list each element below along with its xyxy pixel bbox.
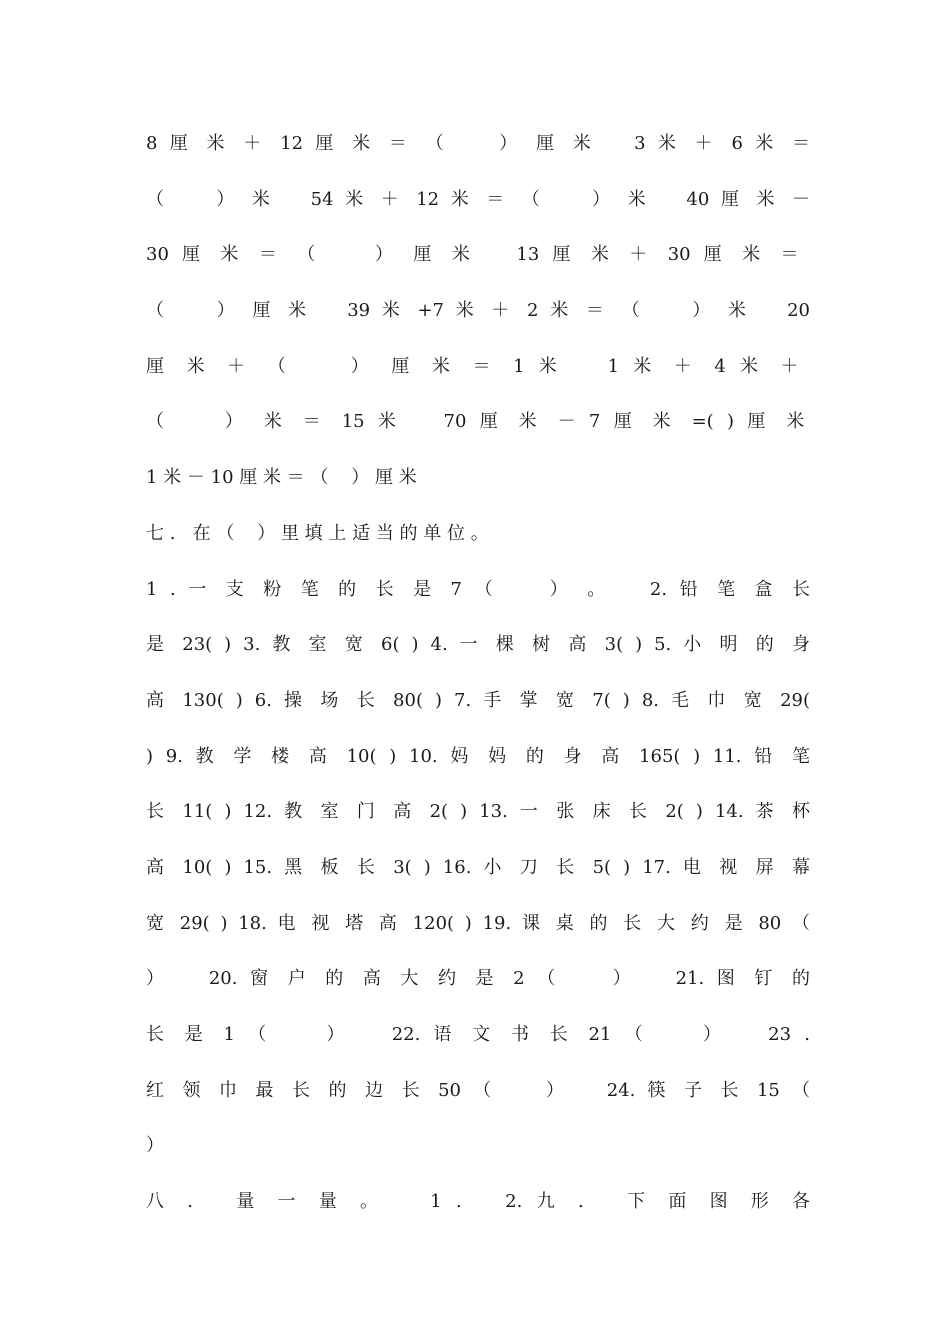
text-line: 长 是 1 （ ） 22. 语 文 书 长 21 （ ） 23 .: [146, 1024, 810, 1045]
text-line: ） 20. 窗 户 的 高 大 约 是 2 （ ） 21. 图 钉 的: [146, 968, 810, 990]
text-line: 红 领 巾 最 长 的 边 长 50 （ ） 24. 筷 子 长 15 （: [146, 1079, 810, 1101]
text-line: 高 10( ) 15. 黑 板 长 3( ) 16. 小 刀 长 5( ) 17. 电 视 屏 幕: [146, 856, 810, 878]
worksheet-text: [146, 122, 810, 1236]
text-line: 30 厘 米 ＝ （ ） 厘 米 13 厘 米 ＋ 30 厘 米 ＝: [146, 244, 810, 266]
text-line: 是 23( ) 3. 教 室 宽 6( ) 4. 一 棵 树 高 3( ) 5. 小 明 的 身: [146, 634, 810, 656]
text-line: 1 . 一 支 粉 笔 的 长 是 7 （ ） 。 2. 铅 笔 盒 长: [146, 578, 810, 600]
text-line: 厘 米 ＋ （ ） 厘 米 ＝ 1 米 1 米 ＋ 4 米 ＋: [146, 355, 810, 377]
text-line: 宽 29( ) 18. 电 视 塔 高 120( ) 19. 课 桌 的 长 大 约 是 80 （: [146, 912, 810, 934]
section-heading-7: 七 . 在 （ ） 里 填 上 适 当 的 单 位 。: [146, 522, 489, 544]
text-line: 高 130( ) 6. 操 场 长 80( ) 7. 手 掌 宽 7( ) 8. 毛 巾 宽 29(: [146, 689, 810, 711]
text-line: ) 9. 教 学 楼 高 10( ) 10. 妈 妈 的 身 高 165( ) 11. 铅 笔: [146, 745, 810, 767]
section-heading-8: 八 . 量 一 量 。 1 . 2. 九 . 下 面 图 形 各: [146, 1191, 810, 1213]
text-line: （ ） 厘 米 39 米 +7 米 ＋ 2 米 ＝ （ ） 米 20: [146, 300, 810, 322]
text-line: （ ） 米 ＝ 15 米 70 厘 米 － 7 厘 米 =( ) 厘 米: [146, 411, 810, 433]
text-line: （ ） 米 54 米 ＋ 12 米 ＝ （ ） 米 40 厘 米 －: [146, 188, 810, 210]
text-line: 8 厘 米 ＋ 12 厘 米 ＝ （ ） 厘 米 3 米 ＋ 6 米 ＝: [146, 133, 810, 154]
text-line: 长 11( ) 12. 教 室 门 高 2( ) 13. 一 张 床 长 2( ) 14. 茶 杯: [146, 801, 810, 823]
text-line: 1 米 － 10 厘 米 ＝ （ ） 厘 米: [146, 467, 417, 489]
text-line: ）: [146, 1135, 164, 1157]
